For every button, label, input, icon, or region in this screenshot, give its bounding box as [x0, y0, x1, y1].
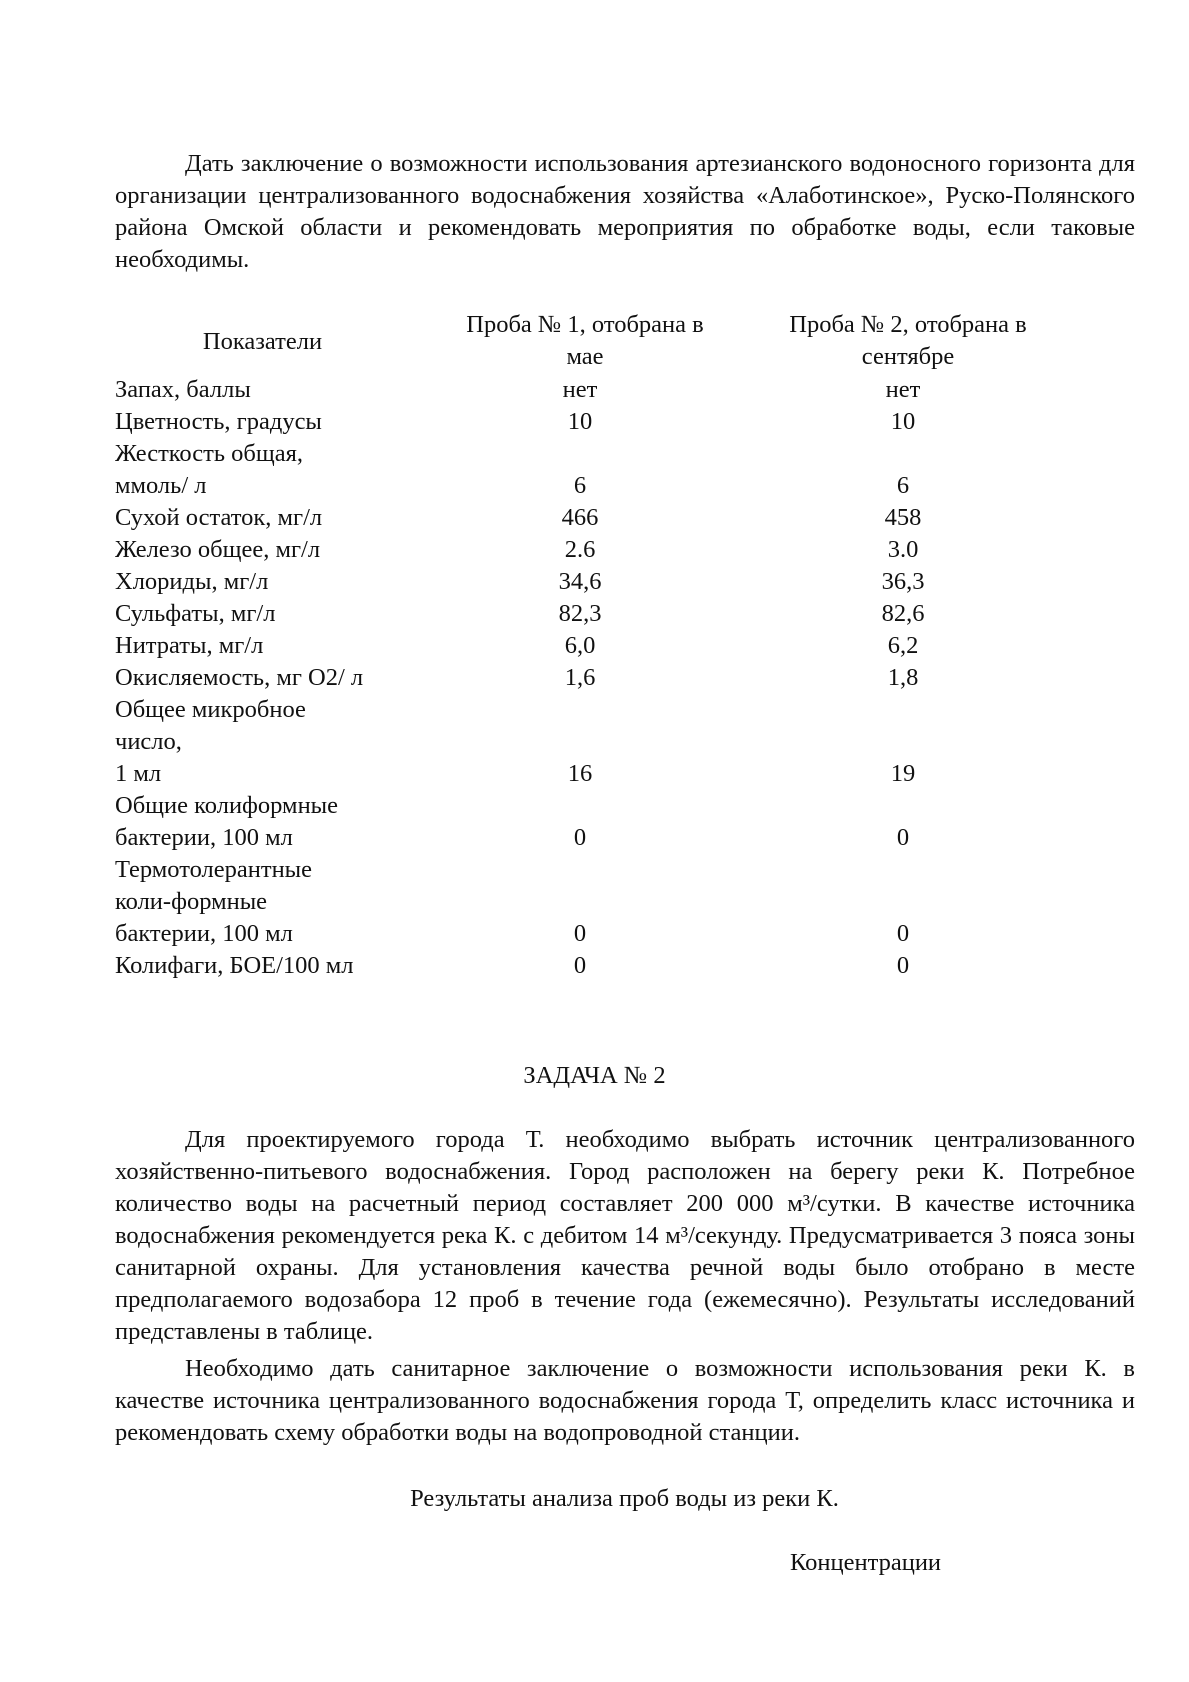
table-row — [0, 534, 1189, 566]
table-row — [0, 662, 1189, 694]
sample-2-value: 6,2 — [887, 632, 919, 659]
indicator-label-line: Железо общее, мг/л — [115, 536, 321, 563]
indicator-label-line: коли-формные — [115, 888, 268, 915]
table-row — [0, 598, 1189, 630]
indicator-label — [115, 854, 415, 950]
sample-2-value: 6 — [896, 472, 910, 499]
sample-2-value: 0 — [896, 824, 910, 851]
indicator-label — [115, 438, 415, 502]
table-row — [0, 790, 1189, 854]
indicator-label-line: Окисляемость, мг О2/ л — [115, 664, 364, 691]
sample-2-value: 36,3 — [881, 568, 925, 595]
indicator-label-line: Общее микробное — [115, 696, 306, 723]
indicator-label-line: Жесткость общая, — [115, 440, 304, 467]
sample-1-value: 34,6 — [558, 568, 602, 595]
header-sample-2-line-1: Проба № 2, отобрана в — [789, 311, 1027, 338]
sample-1-value: 6 — [573, 472, 587, 499]
sample-1-value: нет — [562, 376, 598, 403]
sample-1-value: 82,3 — [558, 600, 602, 627]
sample-1-value: 6,0 — [564, 632, 596, 659]
indicator-label — [115, 598, 415, 630]
indicator-label-line: Сухой остаток, мг/л — [115, 504, 323, 531]
indicator-label-line: Сульфаты, мг/л — [115, 600, 276, 627]
header-sample-2 — [758, 309, 1058, 373]
sample-2-value: 10 — [890, 408, 916, 435]
task-paragraph-2: Необходимо дать санитарное заключение о возможности использования реки К. в качестве источника централизованного водоснабжения города Т, определить класс источника и рекомендовать схему обработки воды на водопроводной станции. — [115, 1355, 1135, 1446]
sample-1-value: 16 — [567, 760, 593, 787]
indicator-label-line: число, — [115, 728, 182, 755]
sample-2-value: нет — [885, 376, 921, 403]
table-row — [0, 374, 1189, 406]
sample-2-value: 458 — [884, 504, 922, 531]
indicator-label-line: Термотолерантные — [115, 856, 313, 883]
indicator-label-line: Хлориды, мг/л — [115, 568, 269, 595]
sample-1-value: 0 — [573, 824, 587, 851]
sample-1-value: 0 — [573, 920, 587, 947]
indicator-label-line: Колифаги, БОЕ/100 мл — [115, 952, 354, 979]
task-paragraph-1: Для проектируемого города Т. необходимо выбрать источник централизованного хозяйственно-питьевого водоснабжения. Город расположен на берегу реки К. Потребное количество воды на расчетный период составляет 200 000 м³/сутки. В качестве источника водоснабжения рекомендуется река К. с дебитом 14 м³/секунду. Предусматривается 3 пояса зоны санитарной охраны. Для установления качества речной воды было отобрано в месте предполагаемого водозабора 12 проб в течение года (ежемесячно). Результаты исследований представлены в таблице. — [115, 1126, 1135, 1345]
sample-1-value: 2.6 — [564, 536, 596, 563]
sample-1-value: 1,6 — [564, 664, 596, 691]
indicator-label — [115, 502, 415, 534]
sample-1-value: 466 — [561, 504, 599, 531]
sample-2-value: 0 — [896, 920, 910, 947]
sample-2-value: 0 — [896, 952, 910, 979]
indicator-label — [115, 694, 415, 790]
header-sample-1-line-2: мае — [566, 343, 604, 370]
indicator-label — [115, 566, 415, 598]
table-row — [0, 854, 1189, 950]
indicator-label-line: Общие колиформные — [115, 792, 339, 819]
table-row — [0, 566, 1189, 598]
indicator-label-line: ммоль/ л — [115, 472, 207, 499]
indicator-label — [115, 662, 415, 694]
indicator-label-line: бактерии, 100 мл — [115, 824, 293, 851]
table-row — [0, 950, 1189, 982]
concentrations-label: Концентрации — [790, 1549, 942, 1576]
sample-1-value: 10 — [567, 408, 593, 435]
sample-2-value: 1,8 — [887, 664, 919, 691]
indicator-label-line: Запах, баллы — [115, 376, 251, 403]
sample-2-value: 82,6 — [881, 600, 925, 627]
indicator-label-line: бактерии, 100 мл — [115, 920, 293, 947]
indicator-label — [115, 534, 415, 566]
header-sample-2-line-2: сентябре — [861, 343, 955, 370]
indicator-label-line: Цветность, градусы — [115, 408, 322, 435]
sample-1-value: 0 — [573, 952, 587, 979]
table-row — [0, 694, 1189, 790]
intro-paragraph: Дать заключение о возможности использования артезианского водоносного горизонта для организации централизованного водоснабжения хозяйства «Алаботинское», Руско-Полянского района Омской области и рекомендовать мероприятия по обработке воды, если таковые необходимы. — [115, 150, 1135, 273]
table-row — [0, 502, 1189, 534]
sample-2-value: 3.0 — [887, 536, 919, 563]
table-row — [0, 438, 1189, 502]
header-sample-1 — [435, 309, 735, 373]
indicator-label — [115, 406, 415, 438]
indicator-label — [115, 374, 415, 406]
indicators-table — [0, 374, 1189, 982]
indicator-label-line: 1 мл — [115, 760, 162, 787]
table-row — [0, 406, 1189, 438]
indicator-label — [115, 630, 415, 662]
task-title: ЗАДАЧА № 2 — [523, 1062, 666, 1089]
indicator-label — [115, 790, 415, 854]
table-row — [0, 630, 1189, 662]
table-caption: Результаты анализа проб воды из реки К. — [410, 1485, 839, 1512]
indicator-label-line: Нитраты, мг/л — [115, 632, 264, 659]
header-sample-1-line-1: Проба № 1, отобрана в — [466, 311, 704, 338]
header-indicators: Показатели — [202, 328, 323, 355]
sample-2-value: 19 — [890, 760, 916, 787]
indicator-label — [115, 950, 415, 982]
